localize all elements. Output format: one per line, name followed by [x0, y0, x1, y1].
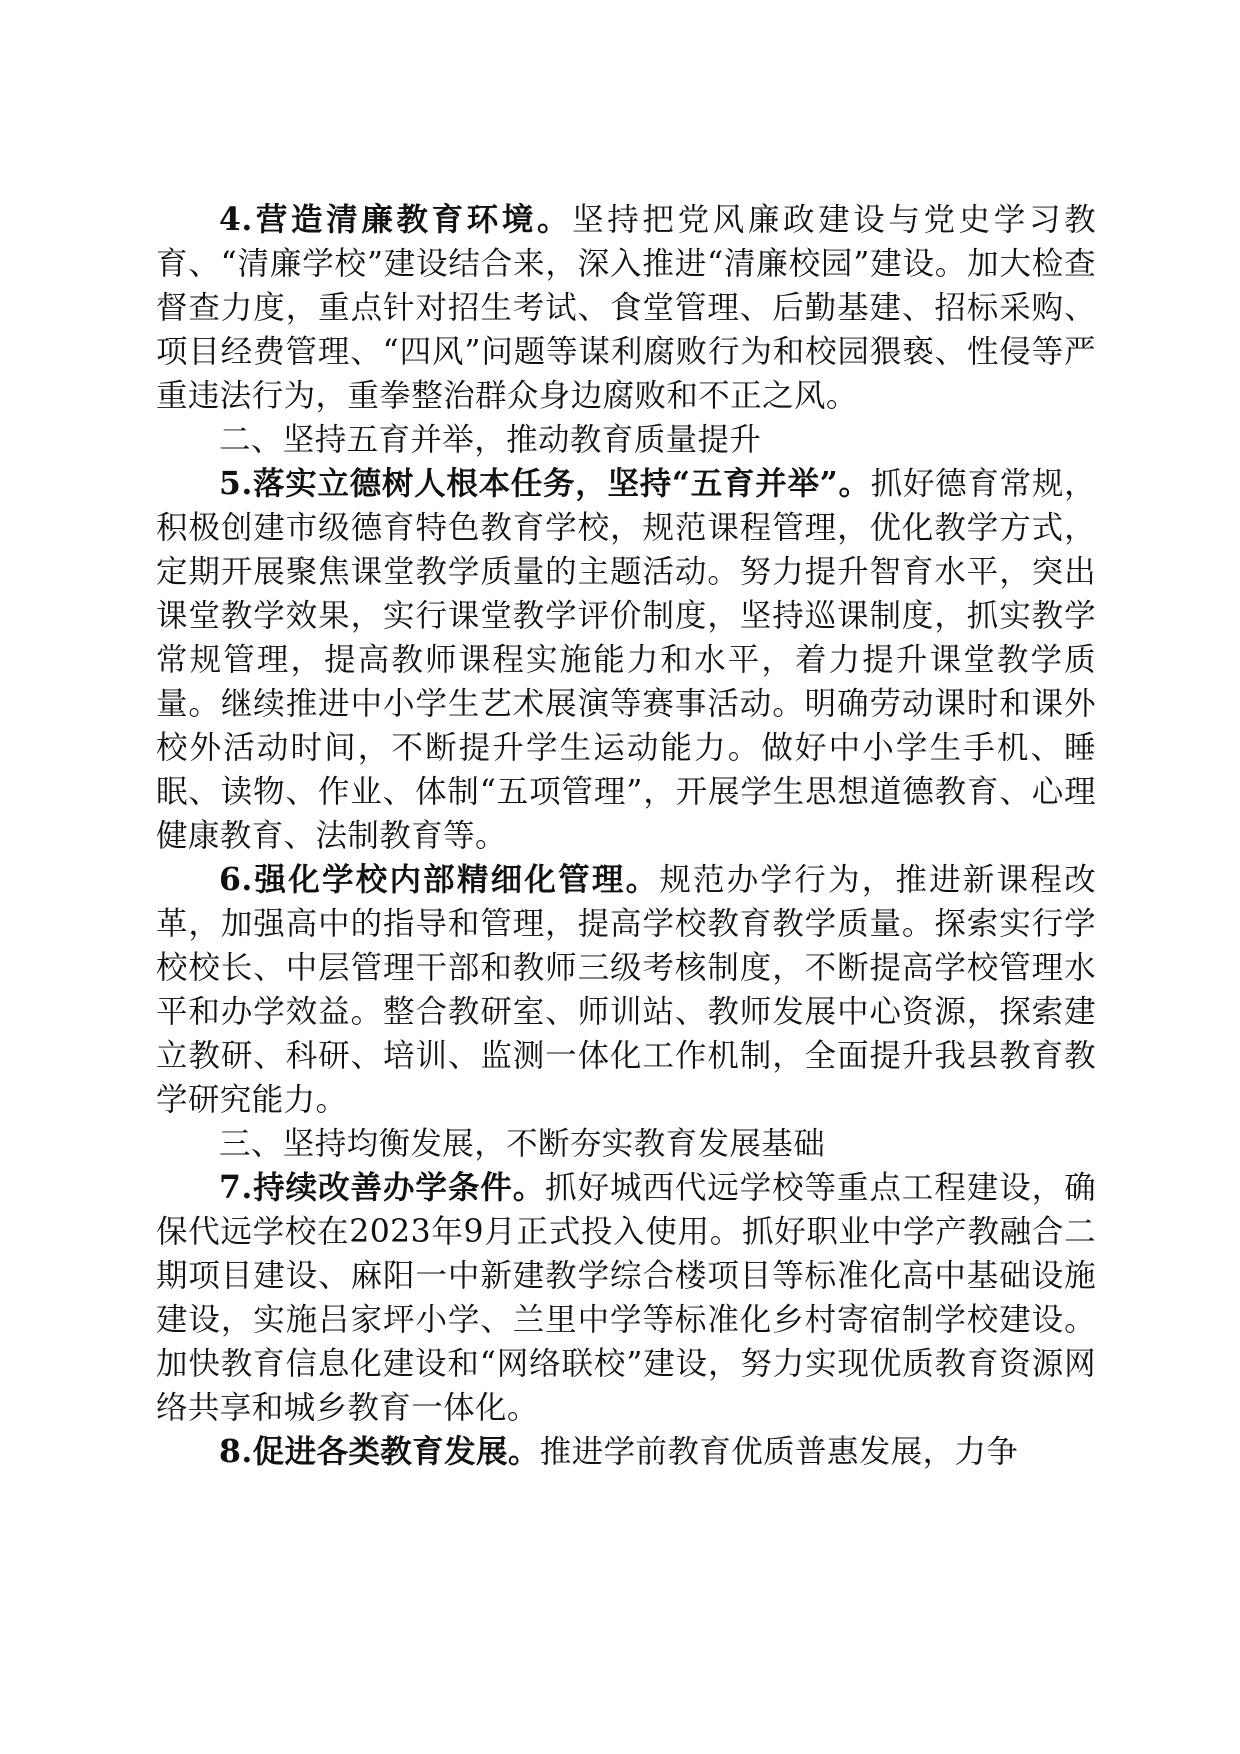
item-8-body: 推进学前教育优质普惠发展，力争: [539, 1434, 1019, 1470]
item-5-lead: 5.落实立德树人根本任务，坚持“五育并举”。: [219, 465, 871, 502]
document-page: [156, 198, 1096, 1474]
paragraph-item-4: [156, 198, 1096, 418]
item-4-body: 坚持把党风廉政建设与党史学习教育、“清廉学校”建设结合来，深入推进“清廉校园”建设。加大检查督查力度，重点针对招生考试、食堂管理、后勤基建、招标采购、项目经费管理、“四风”问题等谋利腐败行为和校园猥亵、性侵等严重违法行为，重拳整治群众身边腐败和不正之风。: [156, 202, 1096, 414]
paragraph-item-5: [156, 462, 1096, 858]
paragraph-item-7: [156, 1166, 1096, 1430]
item-6-lead: 6.强化学校内部精细化管理。: [219, 861, 660, 898]
section-heading-3: 三、坚持均衡发展，不断夯实教育发展基础: [219, 1126, 826, 1162]
item-5-body: 抓好德育常规，积极创建市级德育特色教育学校，规范课程管理，优化教学方式，定期开展聚焦课堂教学质量的主题活动。努力提升智育水平，突出课堂教学效果，实行课堂教学评价制度，坚持巡课制度，抓实教学常规管理，提高教师课程实施能力和水平，着力提升课堂教学质量。继续推进中小学生艺术展演等赛事活动。明确劳动课时和课外校外活动时间，不断提升学生运动能力。做好中小学生手机、睡眠、读物、作业、体制“五项管理”，开展学生思想道德教育、心理健康教育、法制教育等。: [156, 466, 1096, 854]
paragraph-item-8: [156, 1430, 1096, 1474]
paragraph-item-6: [156, 858, 1096, 1122]
item-7-lead: 7.持续改善办学条件。: [219, 1169, 546, 1206]
item-7-body: 抓好城西代远学校等重点工程建设，确保代远学校在2023年9月正式投入使用。抓好职业中学产教融合二期项目建设、麻阳一中新建教学综合楼项目等标准化高中基础设施建设，实施吕家坪小学、兰里中学等标准化乡村寄宿制学校建设。加快教育信息化建设和“网络联校”建设，努力实现优质教育资源网络共享和城乡教育一体化。: [156, 1170, 1096, 1426]
item-8-lead: 8.促进各类教育发展。: [219, 1433, 540, 1470]
item-4-lead: 4.营造清廉教育环境。: [219, 201, 573, 238]
section-heading-2: 二、坚持五育并举，推动教育质量提升: [219, 422, 762, 458]
item-6-body: 规范办学行为，推进新课程改革，加强高中的指导和管理，提高学校教育教学质量。探索实行学校校长、中层管理干部和教师三级考核制度，不断提高学校管理水平和办学效益。整合教研室、师训站、教师发展中心资源，探索建立教研、科研、培训、监测一体化工作机制，全面提升我县教育教学研究能力。: [156, 862, 1096, 1118]
